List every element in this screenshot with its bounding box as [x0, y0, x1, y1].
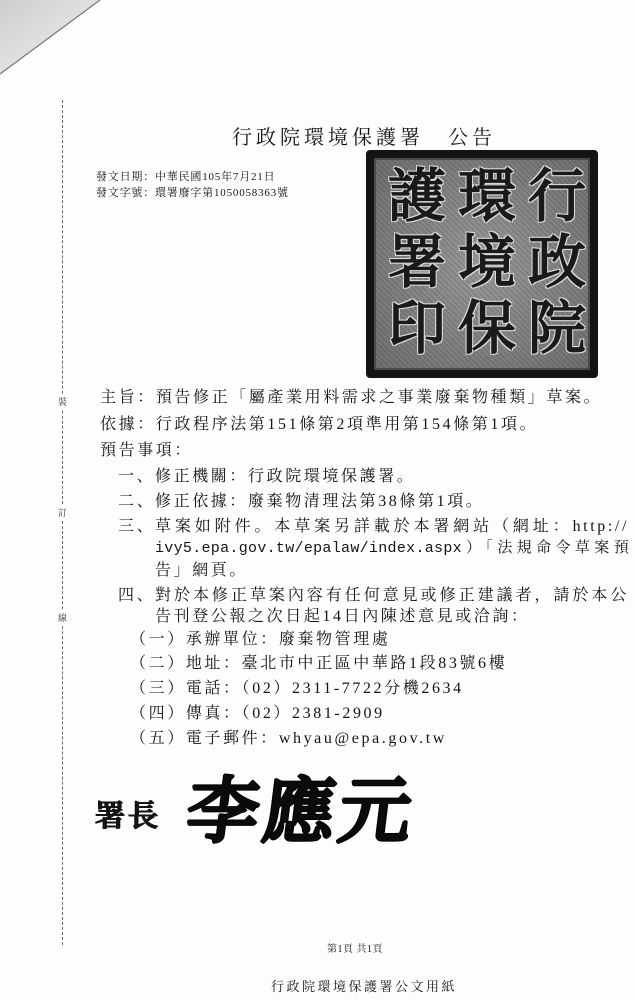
issue-date: 發文日期：中華民國105年7月21日: [96, 171, 276, 183]
item-line: 告刊登公報之次日起14日內陳述意見或洽詢：: [155, 608, 530, 625]
binding-mark-ding: 訂: [56, 505, 69, 521]
binding-mark-zhuang: 裝: [56, 394, 69, 410]
item-line-url: ivy5.epa.gov.tw/epalaw/index.aspx）「法規命令草案預: [155, 540, 629, 557]
official-seal: [366, 150, 598, 378]
item-line: 修正依據：廢棄物清理法第38條第1項。: [155, 493, 485, 510]
contact-address: [130, 653, 507, 675]
seal-text: 行政院環境保護署印: [378, 165, 586, 363]
binding-line: [62, 100, 63, 945]
contact-text: 承辦單位：廢棄物管理處: [185, 631, 391, 648]
item-number: 三、: [118, 518, 156, 535]
contact-number: （五）: [130, 730, 186, 747]
subject-line: 主旨：預告修正「屬產業用料需求之事業廢棄物種類」草案。: [100, 389, 603, 406]
item-line: 草案如附件。本草案另詳載於本署網站（網址：http://: [155, 518, 629, 535]
item-line: 修正機關：行政院環境保護署。: [155, 468, 416, 485]
stationery-label: 行政院環境保護署公文用紙: [271, 979, 458, 994]
contact-number: （四）: [130, 705, 186, 722]
contact-number: （二）: [130, 655, 186, 672]
document-title: 行政院環境保護署 公告: [232, 127, 496, 149]
page-corner-fold: [0, 0, 110, 80]
page-number: 第1頁 共1頁: [327, 944, 383, 955]
binding-mark-xian: 線: [56, 610, 69, 626]
contact-phone: [130, 678, 464, 700]
contact-text: 地址：臺北市中正區中華路1段83號6樓: [185, 655, 508, 672]
contact-fax: [130, 703, 385, 725]
contact-unit: [130, 629, 390, 651]
contact-text: 電話：（02）2311-7722分機2634: [185, 680, 464, 697]
signatory-title: 署長: [95, 800, 161, 833]
notice-heading: 預告事項：: [100, 442, 194, 459]
issue-number: 發文字號：環署廢字第1050058363號: [96, 187, 289, 199]
basis-line: 依據：行政程序法第151條第2項準用第154條第1項。: [100, 416, 539, 433]
item-number: 一、: [118, 468, 156, 485]
contact-number: （三）: [130, 680, 186, 697]
contact-text: 傳真：（02）2381-2909: [185, 705, 385, 722]
contact-number: （一）: [130, 631, 186, 648]
item-number: 二、: [118, 493, 156, 510]
contact-email: [130, 728, 447, 750]
signatory-signature: 李應元: [182, 772, 421, 852]
contact-text: 電子郵件：whyau@epa.gov.tw: [185, 730, 447, 747]
item-line: 告」網頁。: [155, 562, 249, 579]
item-number: 四、: [118, 587, 156, 604]
item-line: 對於本修正草案內容有任何意見或修正建議者，請於本公: [155, 587, 629, 604]
